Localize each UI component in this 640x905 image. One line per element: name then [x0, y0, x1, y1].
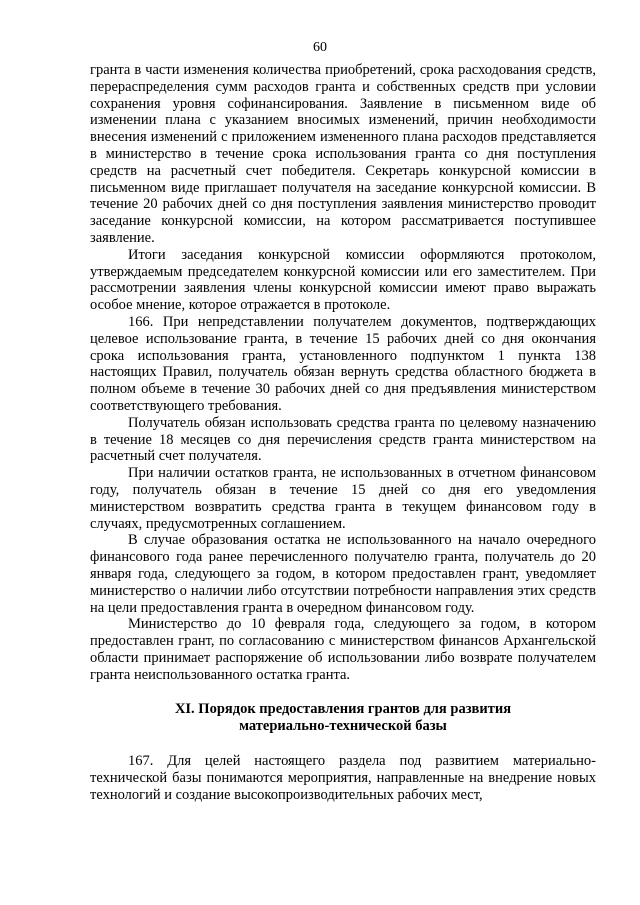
paragraph: гранта в части изменения количества приобретений, срока расходования средств, перераспределения сумм расходов гранта и собственных средств при условии сохранения уровня софинансирования. Заявление в письменном виде об изменении плана с указанием вносимых изменений, причин необходимости внесения изменений с приложением измененного плана расходов представляется в министерство в течение срока использования гранта со дня поступления средств на расчетный счет победителя. Секретарь конкурсной комиссии в письменном виде приглашает получателя на заседание конкурсной комиссии. В течение 20 рабочих дней со дня поступления заявления министерство проводит заседание конкурсной комиссии, на котором рассматривается поступившее заявление. — [90, 62, 596, 246]
paragraph: Итоги заседания конкурсной комиссии оформляются протоколом, утверждаемым председателем конкурсной комиссии или его заместителем. При рассмотрении заявления члены конкурсной комиссии имеют право выражать особое мнение, которое отражается в протоколе. — [90, 246, 596, 314]
document-body — [90, 62, 596, 803]
paragraph: 167. Для целей настоящего раздела под развитием материально-технической базы понимаются мероприятия, направленные на внедрение новых технологий и создание высокопроизводительных рабочих мест, — [90, 753, 596, 803]
page-number: 60 — [313, 40, 327, 55]
paragraph: При наличии остатков гранта, не использованных в отчетном финансовом году, получатель обязан в течение 15 дней со дня его уведомления министерством возвратить средства гранта в текущем финансовом году в случаях, предусмотренных соглашением. — [90, 465, 596, 532]
paragraph: В случае образования остатка не использованного на начало очередного финансового года ранее перечисленного получателю гранта, получатель до 20 января года, следующего за годом, в котором предоставлен грант, уведомляет министерство о наличии либо отсутствии потребности направления этих средств на цели предоставления гранта в очередном финансовом году. — [90, 532, 596, 616]
paragraph: 166. При непредставлении получателем документов, подтверждающих целевое использование гранта, в течение 15 рабочих дней со дня окончания срока использования гранта, установленного подпунктом 1 пункта 138 настоящих Правил, получатель обязан вернуть средства областного бюджета в полном объеме в течение 30 рабочих дней со дня предъявления министерством соответствующего требования. — [90, 313, 596, 414]
paragraph: Министерство до 10 февраля года, следующего за годом, в котором предоставлен грант, по согласованию с министерством финансов Архангельской области принимает распоряжение об использовании либо возврате получателем гранта неиспользованного остатка гранта. — [90, 616, 596, 683]
paragraph: Получатель обязан использовать средства гранта по целевому назначению в течение 18 месяцев со дня перечисления средств гранта министерством на расчетный счет получателя. — [90, 414, 596, 465]
section-heading-line-1: XI. Порядок предоставления грантов для развития — [174, 701, 512, 718]
section-heading — [90, 701, 596, 735]
section-heading-line-2: материально-технической базы — [239, 718, 447, 735]
